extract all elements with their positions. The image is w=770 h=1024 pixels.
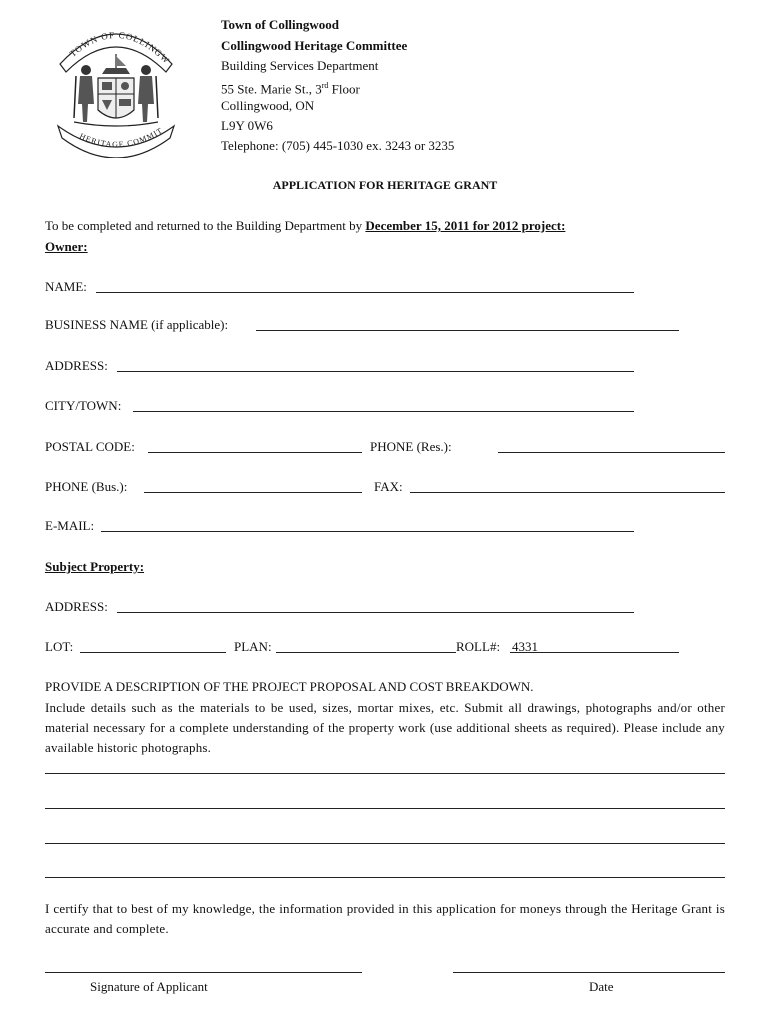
description-line-4[interactable]: [45, 877, 725, 878]
property-address-label: ADDRESS:: [45, 599, 108, 614]
address-label: ADDRESS:: [45, 358, 108, 373]
roll-field[interactable]: [510, 652, 679, 653]
floor-ordinal-suffix: rd: [321, 81, 329, 90]
lot-label: LOT:: [45, 639, 74, 654]
business-name-label: BUSINESS NAME (if applicable):: [45, 317, 229, 332]
address-field[interactable]: [117, 371, 634, 372]
email-label: E-MAIL:: [45, 518, 95, 533]
property-address-field[interactable]: [117, 612, 634, 613]
date-field[interactable]: [453, 972, 725, 973]
city-field[interactable]: [133, 411, 634, 412]
postal-code-field[interactable]: [148, 452, 362, 453]
svg-text:TOWN OF COLLINGWOOD: TOWN OF COLLINGW: [67, 29, 173, 66]
phone-res-label: PHONE (Res.):: [370, 439, 452, 454]
phone-bus-label: PHONE (Bus.):: [45, 479, 128, 494]
department-name: Building Services Department: [221, 58, 379, 73]
plan-field[interactable]: [276, 652, 456, 653]
subject-property-heading: Subject Property:: [45, 559, 145, 574]
description-heading: PROVIDE A DESCRIPTION OF THE PROJECT PROPOSAL AND COST BREAKDOWN.: [45, 679, 534, 694]
business-name-field[interactable]: [256, 330, 679, 331]
postal-code-header: L9Y 0W6: [221, 118, 273, 133]
certification-statement: I certify that to best of my knowledge, the information provided in this application for moneys through the Heritage Grant is accurate and complete.: [45, 901, 725, 936]
phone-bus-field[interactable]: [144, 492, 362, 493]
committee-name: Collingwood Heritage Committee: [221, 38, 408, 53]
city-label: CITY/TOWN:: [45, 398, 122, 413]
intro-line: [45, 218, 565, 234]
phone-res-field[interactable]: [498, 452, 725, 453]
description-line-3[interactable]: [45, 843, 725, 844]
lot-field[interactable]: [80, 652, 226, 653]
roll-value[interactable]: 4331: [512, 639, 538, 654]
name-label: NAME:: [45, 279, 87, 294]
fax-label: FAX:: [374, 479, 403, 494]
description-line-1[interactable]: [45, 773, 725, 774]
town-name: Town of Collingwood: [221, 17, 339, 32]
description-instructions: Include details such as the materials to be used, sizes, mortar mixes, etc. Submit all drawings, photographs and/or other material necessary for a complete understanding of the property work (use additional sheets as required). Please include any available historic photographs.: [45, 700, 725, 755]
city-province: Collingwood, ON: [221, 98, 315, 113]
signature-label: Signature of Applicant: [90, 979, 208, 994]
roll-label: ROLL#:: [456, 639, 501, 654]
form-title: APPLICATION FOR HERITAGE GRANT: [272, 178, 498, 192]
svg-text:HERITAGE COMMITTEE: HERITAGE COMMIT: [78, 125, 165, 150]
owner-heading: Owner:: [45, 239, 88, 254]
telephone-header: Telephone: (705) 445-1030 ex. 3243 or 3235: [221, 138, 455, 153]
floor-label: Floor: [328, 81, 360, 97]
intro-text: To be completed and returned to the Building Department by: [45, 218, 366, 233]
name-field[interactable]: [96, 292, 634, 293]
email-field[interactable]: [101, 531, 634, 532]
deadline-text: December 15, 2011 for 2012 project:: [365, 218, 566, 233]
postal-code-label: POSTAL CODE:: [45, 439, 135, 454]
street-address-main: 55 Ste. Marie St., 3: [221, 81, 322, 97]
date-label: Date: [589, 979, 614, 994]
heritage-committee-seal-logo: [46, 18, 186, 158]
description-line-2[interactable]: [45, 808, 725, 809]
signature-field[interactable]: [45, 972, 362, 973]
fax-field[interactable]: [410, 492, 725, 493]
plan-label: PLAN:: [234, 639, 272, 654]
